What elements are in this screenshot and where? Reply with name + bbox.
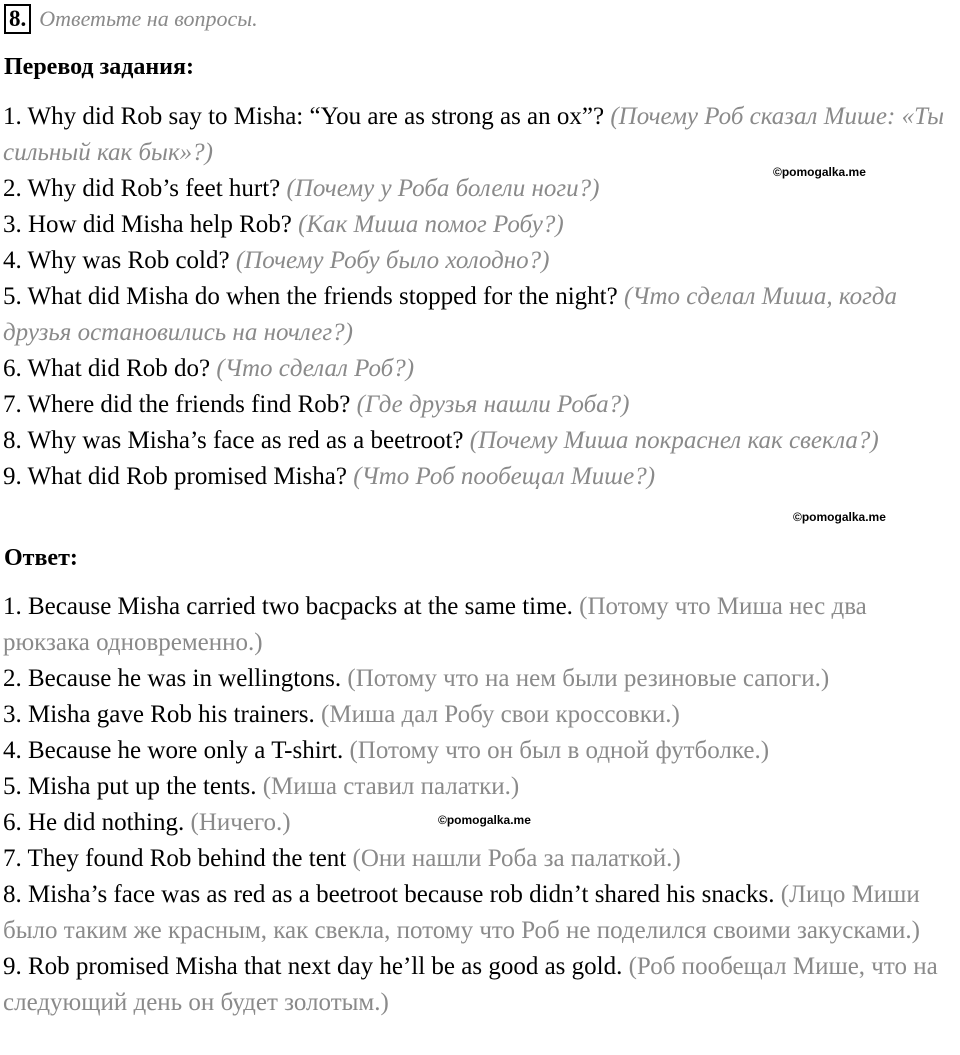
list-item bbox=[3, 697, 958, 733]
answer-translation: (Они нашли Роба за палаткой.) bbox=[352, 845, 681, 872]
answer-text: 4. Because he wore only a T-shirt. bbox=[3, 737, 344, 764]
question-translation: (Как Миша помог Робу?) bbox=[298, 211, 564, 238]
list-item bbox=[3, 351, 958, 387]
answer-translation: (Миша дал Робу свои кроссовки.) bbox=[321, 701, 680, 728]
watermark: ©pomogalka.me bbox=[438, 813, 531, 827]
list-item bbox=[3, 459, 958, 495]
question-translation: (Где друзья нашли Роба?) bbox=[356, 391, 630, 418]
list-item bbox=[3, 949, 958, 1021]
task-number: 8. bbox=[4, 4, 31, 34]
answer-translation: (Миша ставил палатки.) bbox=[262, 773, 520, 800]
answer-text: 1. Because Misha carried two bacpacks at the same time. bbox=[3, 593, 573, 620]
answers-list bbox=[3, 589, 958, 1021]
question-text: 3. How did Misha help Rob? bbox=[3, 211, 292, 238]
answer-translation: (Роб пообещал Мише, что на следующий день он будет золотым.) bbox=[3, 953, 938, 1016]
task-header bbox=[4, 4, 258, 34]
list-item bbox=[3, 661, 958, 697]
answer-translation: (Ничего.) bbox=[190, 809, 291, 836]
answer-translation: (Потому что он был в одной футболке.) bbox=[349, 737, 770, 764]
question-text: 1. Why did Rob say to Misha: “You are as strong as an ox”? bbox=[3, 103, 605, 130]
answer-text: 2. Because he was in wellingtons. bbox=[3, 665, 342, 692]
answer-translation: (Лицо Миши было таким же красным, как свекла, потому что Роб не поделился своими закусками.) bbox=[3, 881, 920, 944]
list-item bbox=[3, 769, 958, 805]
question-text: 7. Where did the friends find Rob? bbox=[3, 391, 351, 418]
list-item bbox=[3, 733, 958, 769]
questions-list bbox=[3, 99, 958, 495]
question-translation: (Что Роб пообещал Мише?) bbox=[353, 463, 656, 490]
list-item bbox=[3, 423, 958, 459]
question-text: 5. What did Misha do when the friends stopped for the night? bbox=[3, 283, 618, 310]
watermark: ©pomogalka.me bbox=[773, 165, 866, 179]
list-item bbox=[3, 589, 958, 661]
question-text: 8. Why was Misha’s face as red as a beetroot? bbox=[3, 427, 464, 454]
answer-text: 7. They found Rob behind the tent bbox=[3, 845, 347, 872]
list-item bbox=[3, 387, 958, 423]
answer-translation: (Потому что Миша нес два рюкзака одновременно.) bbox=[3, 593, 867, 656]
answer-text: 8. Misha’s face was as red as a beetroot because rob didn’t shared his snacks. bbox=[3, 881, 775, 908]
question-text: 6. What did Rob do? bbox=[3, 355, 211, 382]
translation-heading: Перевод задания: bbox=[4, 54, 194, 80]
question-translation: (Что сделал Миша, когда друзья остановились на ночлег?) bbox=[3, 283, 898, 346]
list-item bbox=[3, 877, 958, 949]
answer-text: 3. Misha gave Rob his trainers. bbox=[3, 701, 315, 728]
list-item bbox=[3, 243, 958, 279]
answer-translation: (Потому что на нем были резиновые сапоги.) bbox=[347, 665, 830, 692]
answer-text: 6. He did nothing. bbox=[3, 809, 185, 836]
answer-text: 9. Rob promised Misha that next day he’ll be as good as gold. bbox=[3, 953, 623, 980]
question-text: 4. Why was Rob cold? bbox=[3, 247, 230, 274]
list-item bbox=[3, 99, 958, 171]
question-text: 9. What did Rob promised Misha? bbox=[3, 463, 347, 490]
question-text: 2. Why did Rob’s feet hurt? bbox=[3, 175, 281, 202]
question-translation: (Почему Робу было холодно?) bbox=[235, 247, 550, 274]
answer-text: 5. Misha put up the tents. bbox=[3, 773, 257, 800]
question-translation: (Почему Миша покраснел как свекла?) bbox=[469, 427, 879, 454]
task-instruction: Ответьте на вопросы. bbox=[39, 6, 258, 31]
list-item bbox=[3, 279, 958, 351]
list-item bbox=[3, 207, 958, 243]
watermark: ©pomogalka.me bbox=[793, 510, 886, 524]
list-item bbox=[3, 841, 958, 877]
question-translation: (Почему Роб сказал Мише: «Ты сильный как бык»?) bbox=[3, 103, 945, 166]
answer-heading: Ответ: bbox=[4, 545, 78, 571]
question-translation: (Почему у Роба болели ноги?) bbox=[286, 175, 600, 202]
question-translation: (Что сделал Роб?) bbox=[216, 355, 415, 382]
